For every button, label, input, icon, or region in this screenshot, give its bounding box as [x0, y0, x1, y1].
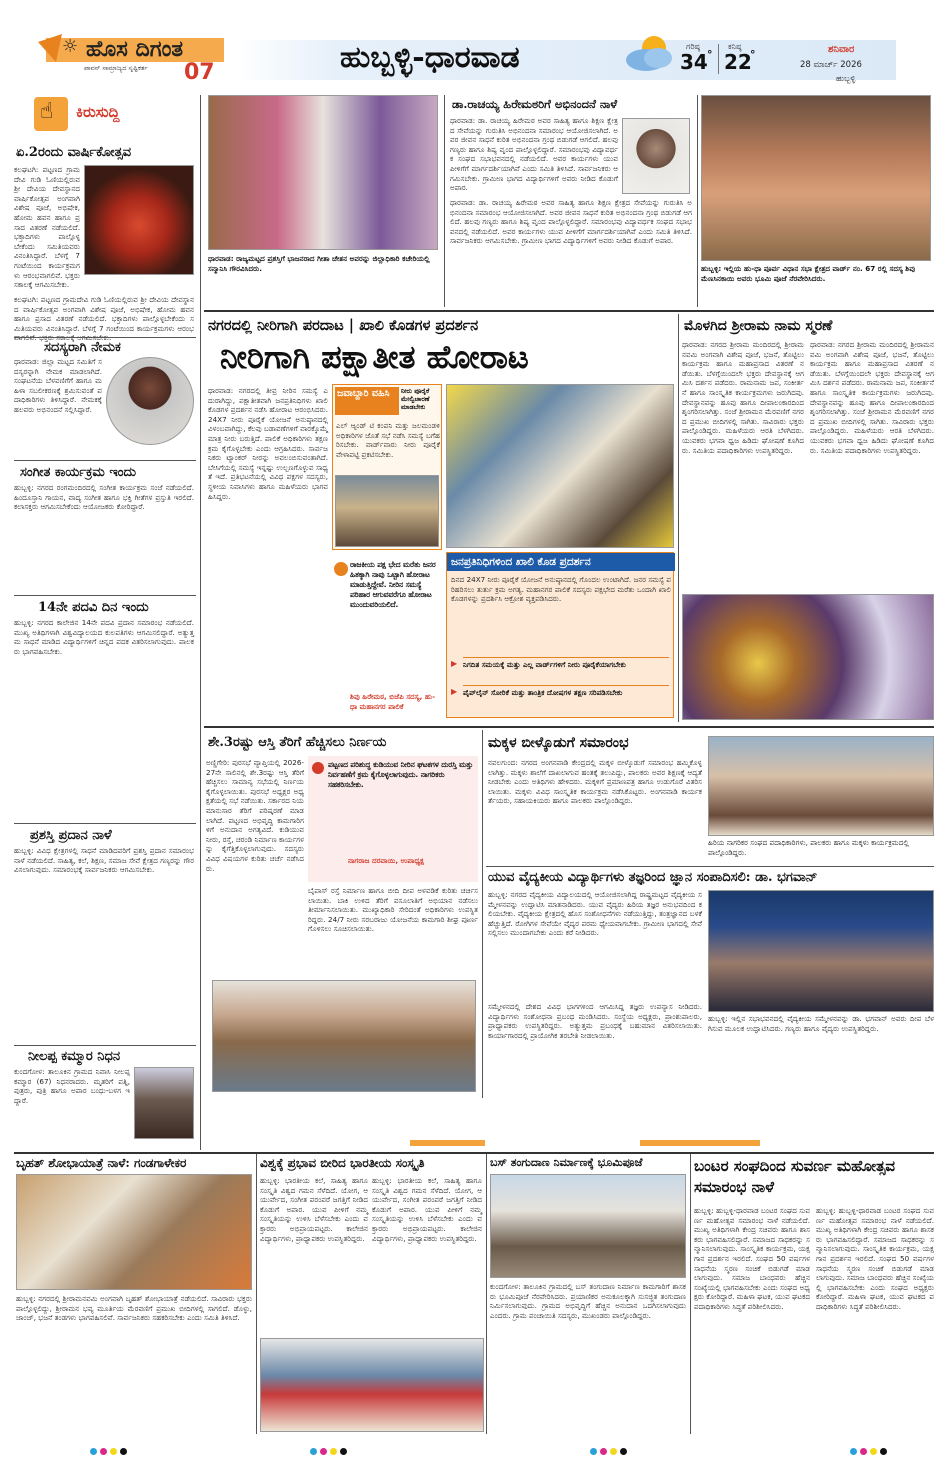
brief-body-3: ಹುಬ್ಬಳ್ಳಿ: ನಗರದ ರಂಗಮಂದಿರದಲ್ಲಿ ಸಂಗೀತ ಕಾರ್ಯಕ್ರಮ ಸಂಜೆ ನಡೆಯಲಿದೆ. ಹಿಂದೂಸ್ತಾನಿ ಗಾಯನ, ವಾದ್ಯ ಸಂಗೀತ ಹಾಗೂ ಭಕ್ತಿ ಗೀತೆಗಳ ಪ್ರಸ್ತುತಿ ಇರಲಿದೆ. ಕಲಾಸಕ್ತರು ಆಗಮಿಸಬೇಕೆಂದು ಆಯೋಜಕರು ಕೋರಿದ್ದಾರೆ.: [14, 483, 194, 512]
bunts-title: ಬಂಟರ ಸಂಘದಿಂದ ಸುವರ್ಣ ಮಹೋತ್ಸವ ಸಮಾರಂಭ ನಾಳೆ: [694, 1157, 896, 1196]
brief-body-2: ಧಾರವಾಡ: ಜಿಲ್ಲಾ ಮಟ್ಟದ ಸಮಿತಿಗೆ ಸದಸ್ಯರನ್ನಾಗಿ ನೇಮಕ ಮಾಡಲಾಗಿದೆ. ಸಂಘಟನೆಯ ಬೆಳವಣಿಗೆಗೆ ಹಾಗೂ ಮಹಿಳಾ ಸಬಲೀಕರಣಕ್ಕೆ ಶ್ರಮಿಸುವಂತೆ ಪದಾಧಿಕಾರಿಗಳು ತಿಳಿಸಿದ್ದಾರೆ. ನೇಮಕಕ್ಕೆ ಹಲವರು ಅಭಿನಂದನೆ ಸಲ್ಲಿಸಿದ್ದಾರೆ.: [14, 357, 102, 414]
ram-body-right: ಧಾರವಾಡ: ನಗರದ ಶ್ರೀರಾಮ ಮಂದಿರದಲ್ಲಿ ಶ್ರೀರಾಮನವಮಿ ಅಂಗವಾಗಿ ವಿಶೇಷ ಪೂಜೆ, ಭಜನೆ, ತೊಟ್ಟಿಲು ಕಾರ್ಯಕ್ರಮ ಹಾಗೂ ಮಹಾಪ್ರಸಾದ ವಿತರಣೆ ನಡೆಯಿತು. ಬೆಳಗ್ಗೆಯಿಂದಲೇ ಭಕ್ತರು ದೇವಸ್ಥಾನಕ್ಕೆ ಆಗಮಿಸಿ ದರ್ಶನ ಪಡೆದರು. ರಾಮನಾಮ ಜಪ, ಸಂಕೀರ್ತನೆ ಹಾಗೂ ಸಾಂಸ್ಕೃತಿಕ ಕಾರ್ಯಕ್ರಮಗಳು ಜರುಗಿದವು. ದೇವಸ್ಥಾನವನ್ನು ಹೂವು ಹಾಗೂ ದೀಪಾಲಂಕಾರದಿಂದ ಶೃಂಗರಿಸಲಾಗಿತ್ತು. ಸಂಜೆ ಶ್ರೀರಾಮನ ಮೆರವಣಿಗೆ ನಗರದ ಪ್ರಮುಖ ಬೀದಿಗಳಲ್ಲಿ ಸಾಗಿತು. ಸಾವಿರಾರು ಭಕ್ತರು ಪಾಲ್ಗೊಂಡಿದ್ದರು. ಮಹಿಳೆಯರು ಆರತಿ ಬೆಳಗಿದರು. ಯುವಕರು ಭಗವಾ ಧ್ವಜ ಹಿಡಿದು ಘೋಷಣೆ ಕೂಗಿದರು. ಸಮಿತಿಯ ಪದಾಧಿಕಾರಿಗಳು ಉಪಸ್ಥಿತರಿದ್ದರು.: [810, 340, 934, 455]
brief-rule-3: [14, 595, 196, 596]
yellow-dot-icon: [610, 1448, 617, 1455]
weather-cloud-icon: [622, 30, 676, 76]
culture-body-2: ಹುಬ್ಬಳ್ಳಿ: ಭಾರತೀಯ ಕಲೆ, ಸಾಹಿತ್ಯ ಹಾಗೂ ಸಂಸ್ಕೃತಿ ವಿಶ್ವದ ಗಮನ ಸೆಳೆದಿದೆ. ಯೋಗ, ಆಯುರ್ವೇದ, ಸಂಗೀತ ಪರಂಪರೆ ಜಗತ್ತಿಗೆ ನೀಡಿದ ಕೊಡುಗೆ ಅಪಾರ. ಯುವ ಪೀಳಿಗೆ ನಮ್ಮ ಸಂಸ್ಕೃತಿಯನ್ನು ಉಳಿಸಿ ಬೆಳೆಸಬೇಕು ಎಂದು ವಕ್ತಾರರು ಅಭಿಪ್ರಾಯಪಟ್ಟರು. ಕಾಲೇಜಿನ ವಿದ್ಯಾರ್ಥಿಗಳು, ಪ್ರಾಧ್ಯಾಪಕರು ಉಪಸ್ಥಿತರಿದ್ದರು.: [372, 1176, 482, 1243]
magenta-dot-icon: [320, 1448, 327, 1455]
water-headline: ನೀರಿಗಾಗಿ ಪಕ್ಷಾತೀತ ಹೋರಾಟ: [220, 338, 529, 376]
council-meeting-photo: [212, 980, 476, 1092]
min-temp-degree: °: [750, 48, 756, 61]
assets-title: ಶೇ.3ರಷ್ಟು ಆಸ್ತಿ ತೆರಿಗೆ ಹೆಚ್ಚಿಸಲು ನಿರ್ಣಯ: [208, 735, 387, 750]
brief-rule-4: [14, 823, 196, 824]
brief-title-4: 14ನೇ ಪದವಿ ದಿನ ಇಂದು: [38, 600, 149, 615]
bottom-divider-3: [690, 1154, 691, 1434]
max-temp: 34: [680, 50, 708, 74]
procession-title: ಬೃಹತ್ ಶೋಭಾಯಾತ್ರೆ ನಾಳೆ: ಗಂಡಗಾಳೇಕರ: [16, 1156, 187, 1170]
assets-quote-box: [308, 756, 478, 882]
brief-body-1: ಕಲಘಟಗಿ: ಪಟ್ಟಣದ ಗ್ರಾಮದೇವಿ ಗುಡಿ ಓಣಿಯಲ್ಲಿರುವ ಶ್ರೀ ದೇವಿಯ ದೇವಸ್ಥಾನದ ವಾರ್ಷಿಕೋತ್ಸವ ಅಂಗವಾಗಿ ವಿಶೇಷ ಪೂಜೆ, ಅಭಿಷೇಕ, ಹೋಮ ಹವನ ಹಾಗೂ ಪ್ರಸಾದ ವಿತರಣೆ ನಡೆಯಲಿದೆ. ಭಕ್ತಾದಿಗಳು ಪಾಲ್ಗೊಳ್ಳಬೇಕೆಂದು ಸಮಿತಿಯವರು ವಿನಂತಿಸಿದ್ದಾರೆ. ಬೆಳಗ್ಗೆ 7 ಗಂಟೆಯಿಂದ ಕಾರ್ಯಕ್ರಮಗಳು ಆರಂಭವಾಗಲಿವೆ. ಭಕ್ತರು ಸಕಾಲಕ್ಕೆ ಆಗಮಿಸಬೇಕು.: [14, 165, 80, 290]
ram-idol-photo: [682, 594, 934, 720]
culture-event-photo: [260, 1338, 484, 1432]
bottom-divider-2: [486, 1154, 487, 1434]
brief-body-6: ಕುಂದಗೋಳ: ತಾಲೂಕಿನ ಗ್ರಾಮದ ನಿವಾಸಿ ನೀಲಪ್ಪ ಕಮ್ಮಾರ (67) ನಿಧನರಾದರು. ಮೃತರಿಗೆ ಪತ್ನಿ, ಪುತ್ರರು, ಪುತ್ರಿ ಹಾಗೂ ಅಪಾರ ಬಂಧು-ಬಳಗ ಇದ್ದಾರೆ.: [14, 1067, 130, 1105]
kirusuddi-title: ಕಿರುಸುದ್ದಿ: [76, 103, 120, 121]
magenta-dot-icon: [600, 1448, 607, 1455]
felicitation-body-b: ಧಾರವಾಡ: ಡಾ. ರಾಚಯ್ಯ ಹಿರೇಮಠ ಅವರ ಸಾಹಿತ್ಯ ಹಾಗೂ ಶಿಕ್ಷಣ ಕ್ಷೇತ್ರದ ಸೇವೆಯನ್ನು ಗುರುತಿಸಿ ಅಭಿನಂದನಾ ಸಮಾರಂಭ ಆಯೋಜಿಸಲಾಗಿದೆ. ಅವರ ಜೀವನ ಸಾಧನೆ ಕುರಿತ ಅಭಿನಂದನಾ ಗ್ರಂಥ ಬಿಡುಗಡೆ ಆಗಲಿದೆ. ಹಲವು ಗಣ್ಯರು ಹಾಗೂ ಶಿಷ್ಯ ವೃಂದ ಪಾಲ್ಗೊಳ್ಳಲಿದ್ದಾರೆ. ಸಮಾರಂಭವು ವಿದ್ಯಾವರ್ಧಕ ಸಂಘದ ಸಭಾಭವನದಲ್ಲಿ ನಡೆಯಲಿದೆ. ಅವರ ಕಾರ್ಯಗಳು ಯುವ ಪೀಳಿಗೆಗೆ ಮಾರ್ಗದರ್ಶಿಯಾಗಿವೆ ಎಂದು ಸಮಿತಿ ತಿಳಿಸಿದೆ. ಸಾರ್ವಜನಿಕರು ಆಗಮಿಸಬೇಕು. ಗ್ರಾಮೀಣ ಭಾಗದ ವಿದ್ಯಾರ್ಥಿಗಳಿಗೆ ಅವರು ನೀಡಿದ ಕೊಡುಗೆ ಅಪಾರ.: [450, 198, 692, 246]
medical-caption: ಹುಬ್ಬಳ್ಳಿ: ಇಲ್ಲಿನ ಸಭಾಭವನದಲ್ಲಿ ವೈದ್ಯಕೀಯ ಸಮ್ಮೇಳನವನ್ನು ಡಾ. ಭಗವಾನ್ ಅವರು ದೀಪ ಬೆಳಗಿಸುವ ಮೂಲಕ ಉದ್ಘಾಟಿಸಿದರು. ಗಣ್ಯರು ಹಾಗೂ ವೈದ್ಯರು ಉಪಸ್ಥಿತರಿದ್ದರು.: [708, 1014, 934, 1033]
registration-marks-center2: [590, 1440, 630, 1459]
brief-body-5: ಹುಬ್ಬಳ್ಳಿ: ವಿವಿಧ ಕ್ಷೇತ್ರಗಳಲ್ಲಿ ಸಾಧನೆ ಮಾಡಿದವರಿಗೆ ಪ್ರಶಸ್ತಿ ಪ್ರದಾನ ಸಮಾರಂಭ ನಾಳೆ ನಡೆಯಲಿದೆ. ಸಾಹಿತ್ಯ, ಕಲೆ, ಶಿಕ್ಷಣ, ಸಮಾಜ ಸೇವೆ ಕ್ಷೇತ್ರದ ಗಣ್ಯರನ್ನು ಗೌರವಿಸಲಾಗುವುದು. ಸಮಾರಂಭಕ್ಕೆ ಸಾರ್ವಜನಿಕರು ಆಗಮಿಸಬೇಕು.: [14, 846, 194, 875]
bus-shelter-photo: [490, 1174, 686, 1278]
ram-title: ಮೊಳಗಿದ ಶ್ರೀರಾಮ ನಾಮ ಸ್ಮರಣೆ: [684, 318, 833, 334]
top-divider-2: [697, 95, 698, 307]
temp-divider: [718, 44, 719, 74]
sidebar-divider: [200, 95, 201, 1150]
assets-quote-byline: ನಾಗರಾಜ ದರವಾಯಿ, ಉಪಾಧ್ಯಕ್ಷ: [348, 856, 424, 865]
logo-tagline: ಪಾವನ್ ಸಾಮ್ರಾಜ್ಯದ ಸೃಷ್ಟಿಕರ್ತ: [84, 64, 148, 72]
yellow-dot-icon: [870, 1448, 877, 1455]
mid-divider-1: [678, 314, 679, 722]
kids-body: ನವಲಗುಂದ: ನಗರದ ಅಂಗನವಾಡಿ ಕೇಂದ್ರದಲ್ಲಿ ಮಕ್ಕಳ ಬೀಳ್ಕೊಡುಗೆ ಸಮಾರಂಭ ಹಮ್ಮಿಕೊಳ್ಳಲಾಗಿತ್ತು. ಮಕ್ಕಳು ಶಾಲೆಗೆ ದಾಖಲಾಗುವ ಹಂತಕ್ಕೆ ತಲುಪಿದ್ದು, ಪಾಲಕರು ಅವರ ಶಿಕ್ಷಣಕ್ಕೆ ಆದ್ಯತೆ ನೀಡಬೇಕು ಎಂದು ಅತಿಥಿಗಳು ಹೇಳಿದರು. ಮಕ್ಕಳಿಗೆ ಪ್ರಮಾಣಪತ್ರ ಹಾಗೂ ಉಡುಗೊರೆ ವಿತರಿಸಲಾಯಿತು. ಮಕ್ಕಳು ವಿವಿಧ ಸಾಂಸ್ಕೃತಿಕ ಕಾರ್ಯಕ್ರಮ ನಡೆಸಿಕೊಟ್ಟರು. ಅಂಗನವಾಡಿ ಕಾರ್ಯಕರ್ತೆಯರು, ಸಹಾಯಕಿಯರು ಹಾಗೂ ಪಾಲಕರು ಪಾಲ್ಗೊಂಡಿದ್ದರು.: [488, 758, 702, 806]
assets-body-2: ಬೈಪಾಸ್ ರಸ್ತೆ ನಿರ್ಮಾಣ ಹಾಗೂ ಬೀದಿ ದೀಪ ಅಳವಡಿಕೆ ಕುರಿತು ಚರ್ಚಿಸಲಾಯಿತು. ಬಾಕಿ ಉಳಿದ ತೆರಿಗೆ ವಸೂಲಾತಿಗೆ ಅಭಿಯಾನ ನಡೆಸಲು ತೀರ್ಮಾನಿಸಲಾಯಿತು. ಮುಖ್ಯಾಧಿಕಾರಿ ಸೇರಿದಂತೆ ಅಧಿಕಾರಿಗಳು ಉಪಸ್ಥಿತರಿದ್ದರು. 24/7 ನೀರು ಸರಬರಾಜು ಯೋಜನೆಯ ಕಾಮಗಾರಿ ಶೀಘ್ರ ಪೂರ್ಣಗೊಳಿಸಲು ಸೂಚಿಸಲಾಯಿತು.: [308, 886, 478, 934]
water-band-title: ಜನಪ್ರತಿನಿಧಿಗಳಿಂದ ಖಾಲಿ ಕೊಡ ಪ್ರದರ್ಶನ: [447, 553, 675, 571]
brief-title-6: ನೀಲಪ್ಪ ಕಮ್ಮಾರ ನಿಧನ: [28, 1049, 121, 1064]
black-dot-icon: [620, 1448, 627, 1455]
responsibility-body: ಎಲ್ ಆ್ಯಂಡ್ ಟಿ ಕಂಪನಿ ಮತ್ತು ಜಲಮಂಡಳಿ ಅಧಿಕಾರಿಗಳ ಜೊತೆ ಸಭೆ ನಡೆಸಿ ಸಮಸ್ಯೆ ಬಗೆಹರಿಸಬೇಕು. ವಾರ್ಡ್‌ವಾರು ನೀರು ಪೂರೈಕೆ ವೇಳಾಪಟ್ಟಿ ಪ್ರಕಟಿಸಬೇಕು.: [336, 421, 440, 459]
brief-title-3: ಸಂಗೀತ ಕಾರ್ಯಕ್ರಮ ಇಂದು: [20, 465, 137, 480]
rachayya-portrait-photo: [622, 118, 690, 194]
min-temp-label: ಕನಿಷ್ಠ: [728, 42, 742, 51]
bullet-arrow-icon-2: ▶: [451, 687, 458, 696]
award-caption: ಧಾರವಾಡ: ರಾಜ್ಯಮಟ್ಟದ ಪ್ರಶಸ್ತಿಗೆ ಭಾಜನರಾದ ಗೀತಾ ಚೇತನ ಅವರನ್ನು ಜಿಲ್ಲಾಧಿಕಾರಿ ಕಚೇರಿಯಲ್ಲಿ ಸನ್ಮಾನಿಸಿ ಗೌರವಿಸಿದರು.: [208, 254, 430, 273]
quote-mark-icon: [334, 562, 348, 576]
bottom-accent-1: [410, 1140, 485, 1146]
day-label: ಶನಿವಾರ: [828, 44, 855, 55]
responsibility-title: ಜವಾಬ್ದಾರಿ ವಹಿಸಿ: [335, 387, 399, 415]
ground-breaking-photo: [701, 95, 931, 261]
water-kicker: ನಗರದಲ್ಲಿ ನೀರಿಗಾಗಿ ಪರದಾಟ | ಖಾಲಿ ಕೊಡಗಳ ಪ್ರದರ್ಶನ: [208, 317, 479, 334]
brief-title-1: ಏ.2ರಂದು ವಾರ್ಷಿಕೋತ್ಸವ: [16, 145, 132, 160]
top-divider-1: [444, 95, 445, 307]
registration-marks-left: [90, 1440, 130, 1459]
logo-text: ಹೊಸ ದಿಗಂತ: [86, 36, 184, 62]
min-temp: 22: [724, 50, 752, 74]
registration-marks-center: [310, 1440, 350, 1459]
top-row-rule: [204, 310, 934, 312]
quote-text: ರಾಜಕೀಯ ಪಕ್ಷ ಭೇದ ಮರೆತು ಜನರ ಹಿತಕ್ಕಾಗಿ ನಾವು ಒಟ್ಟಾಗಿ ಹೋರಾಟ ಮಾಡುತ್ತಿದ್ದೇವೆ. ನೀರಿನ ಸಮಸ್ಯೆ ಪರಿಹಾರ ಆಗುವವರೆಗೂ ಹೋರಾಟ ಮುಂದುವರಿಯಲಿದೆ.: [350, 560, 436, 609]
obituary-photo: [134, 1067, 194, 1139]
protest-small-photo: [335, 475, 439, 547]
award-photo: [208, 95, 438, 250]
culture-title: ವಿಶ್ವಕ್ಕೆ ಪ್ರಭಾವ ಬೀರಿದ ಭಾರತೀಯ ಸಂಸ್ಕೃತಿ: [260, 1156, 425, 1170]
city-label: ಹುಬ್ಬಳ್ಳಿ: [836, 74, 856, 83]
medical-body-1: ಹುಬ್ಬಳ್ಳಿ: ನಗರದ ವೈದ್ಯಕೀಯ ವಿದ್ಯಾಲಯದಲ್ಲಿ ಆಯೋಜಿಸಲಾಗಿದ್ದ ರಾಷ್ಟ್ರಮಟ್ಟದ ವೈದ್ಯಕೀಯ ಸಮ್ಮೇಳನವನ್ನು ಉದ್ಘಾಟಿಸಿ ಮಾತನಾಡಿದರು. ಯುವ ವೈದ್ಯರು ಹಿರಿಯ ತಜ್ಞರ ಅನುಭವದಿಂದ ಕಲಿಯಬೇಕು. ವೈದ್ಯಕೀಯ ಕ್ಷೇತ್ರದಲ್ಲಿ ಹೊಸ ಸಂಶೋಧನೆಗಳು ನಡೆಯುತ್ತಿದ್ದು, ತಂತ್ರಜ್ಞಾನದ ಬಳಕೆ ಹೆಚ್ಚುತ್ತಿದೆ. ರೋಗಿಗಳ ಸೇವೆಯೇ ವೈದ್ಯರ ಪರಮ ಧ್ಯೇಯವಾಗಬೇಕು. ಗ್ರಾಮೀಣ ಭಾಗದಲ್ಲಿ ಸೇವೆ ಸಲ್ಲಿಸಲು ಮುಂದಾಗಬೇಕು ಎಂದು ಕರೆ ನೀಡಿದರು.: [488, 890, 702, 938]
logo-block[interactable]: [36, 30, 232, 86]
water-band-body: ದಿನದ 24X7 ನೀರು ಪೂರೈಕೆ ಯೋಜನೆ ಅನುಷ್ಠಾನದಲ್ಲಿ ಗೊಂದಲ ಉಂಟಾಗಿದೆ. ಜನರ ಸಮಸ್ಯೆ ಪರಿಹರಿಸಲು ತುರ್ತು ಕ್ರಮ ಅಗತ್ಯ. ಮಹಾನಗರ ಪಾಲಿಕೆ ಸದಸ್ಯರು ಪಕ್ಷಭೇದ ಮರೆತು ಒಂದಾಗಿ ಖಾಲಿ ಕೊಡಗಳನ್ನು ಪ್ರದರ್ಶಿಸಿ ಆಕ್ರೋಶ ವ್ಯಕ್ತಪಡಿಸಿದರು.: [451, 575, 672, 604]
brief-title-2: ಸದಸ್ಯರಾಗಿ ನೇಮಕ: [44, 340, 121, 355]
magenta-dot-icon: [860, 1448, 867, 1455]
black-dot-icon: [340, 1448, 347, 1455]
brief-body-1b: ಕಲಘಟಗಿ: ಪಟ್ಟಣದ ಗ್ರಾಮದೇವಿ ಗುಡಿ ಓಣಿಯಲ್ಲಿರುವ ಶ್ರೀ ದೇವಿಯ ದೇವಸ್ಥಾನದ ವಾರ್ಷಿಕೋತ್ಸವ ಅಂಗವಾಗಿ ವಿಶೇಷ ಪೂಜೆ, ಅಭಿಷೇಕ, ಹೋಮ ಹವನ ಹಾಗೂ ಪ್ರಸಾದ ವಿತರಣೆ ನಡೆಯಲಿದೆ. ಭಕ್ತಾದಿಗಳು ಪಾಲ್ಗೊಳ್ಳಬೇಕೆಂದು ಸಮಿತಿಯವರು ವಿನಂತಿಸಿದ್ದಾರೆ. ಬೆಳಗ್ಗೆ 7 ಗಂಟೆಯಿಂದ ಕಾರ್ಯಕ್ರಮಗಳು ಆರಂಭ: [14, 295, 194, 333]
cyan-dot-icon: [90, 1448, 97, 1455]
empty-pots-protest-photo: [446, 384, 674, 548]
kids-title: ಮಕ್ಕಳ ಬೀಳ್ಕೊಡುಗೆ ಸಮಾರಂಭ: [488, 735, 629, 751]
water-band: [446, 552, 674, 718]
kirusuddi-sidebar: [14, 95, 196, 1150]
bottom-divider-1: [256, 1154, 257, 1434]
quote-byline: ಶಿವು ಹಿರೇಮಠ, ಬಿಜೆಪಿ ಸದಸ್ಯ, ಹು-ಧಾ ಮಹಾನಗರ ಪಾಲಿಕೆ: [350, 692, 436, 711]
yellow-dot-icon: [330, 1448, 337, 1455]
bus-shelter-body: ಕುಂದಗೋಳ: ತಾಲೂಕಿನ ಗ್ರಾಮದಲ್ಲಿ ಬಸ್ ತಂಗುದಾಣ ನಿರ್ಮಾಣ ಕಾಮಗಾರಿಗೆ ಶಾಸಕರು ಭೂಮಿಪೂಜೆ ನೆರವೇರಿಸಿದರು. ಪ್ರಯಾಣಿಕರ ಅನುಕೂಲಕ್ಕಾಗಿ ಸುಸಜ್ಜಿತ ತಂಗುದಾಣ ನಿರ್ಮಿಸಲಾಗುವುದು. ಗ್ರಾಮದ ಅಭಿವೃದ್ಧಿಗೆ ಹೆಚ್ಚಿನ ಅನುದಾನ ಒದಗಿಸಲಾಗುವುದು ಎಂದರು. ಗ್ರಾಮ ಪಂಚಾಯಿತಿ ಸದಸ್ಯರು, ಮುಖಂಡರು ಪಾಲ್ಗೊಂಡಿದ್ದರು.: [490, 1282, 686, 1320]
water-body: ಧಾರವಾಡ: ನಗರದಲ್ಲಿ ತೀವ್ರ ನೀರಿನ ಸಮಸ್ಯೆ ಎದುರಾಗಿದ್ದು, ಪಕ್ಷಾತೀತವಾಗಿ ಜನಪ್ರತಿನಿಧಿಗಳು ಖಾಲಿ ಕೊಡಗಳ ಪ್ರದರ್ಶನ ನಡೆಸಿ ಹೋರಾಟ ಆರಂಭಿಸಿದರು. 24X7 ನೀರು ಪೂರೈಕೆ ಯೋಜನೆ ಅನುಷ್ಠಾನದಲ್ಲಿ ವಿಳಂಬವಾಗಿದ್ದು, ಕೆಲವು ಬಡಾವಣೆಗಳಿಗೆ ವಾರಕ್ಕೊಮ್ಮೆ ಮಾತ್ರ ನೀರು ಬರುತ್ತಿದೆ. ಪಾಲಿಕೆ ಅಧಿಕಾರಿಗಳು ತಕ್ಷಣ ಕ್ರಮ ಕೈಗೊಳ್ಳಬೇಕು ಎಂದು ಆಗ್ರಹಿಸಿದರು. ಸಾರ್ವಜನಿಕರು ಟ್ಯಾಂಕರ್ ನೀರನ್ನು ಅವಲಂಬಿಸುವಂತಾಗಿದೆ. ಬೇಸಿಗೆಯಲ್ಲಿ ಸಮಸ್ಯೆ ಇನ್ನಷ್ಟು ಉಲ್ಬಣಗೊಳ್ಳುವ ಸಾಧ್ಯತೆ ಇದೆ. ಪ್ರತಿಭಟನೆಯಲ್ಲಿ ವಿವಿಧ ಪಕ್ಷಗಳ ಸದಸ್ಯರು, ಸ್ಥಳೀಯ ನಿವಾಸಿಗಳು ಹಾಗೂ ಮಹಿಳೆಯರು ಭಾಗವಹಿಸಿದ್ದರು.: [208, 386, 328, 501]
ground-breaking-caption: ಹುಬ್ಬಳ್ಳಿ: ಇಲ್ಲಿಯ ಹು-ಧಾ ಪೂರ್ವ ವಿಧಾನ ಸಭಾ ಕ್ಷೇತ್ರದ ವಾರ್ಡ್ ನಂ. 67 ರಲ್ಲಿ ಸದಸ್ಯ ಶಿವು ಮೆಣಸಿನಕಾಯಿ ಅವರು ಭೂಮಿ ಪೂಜೆ ನೆರವೇರಿಸಿದರು.: [701, 264, 916, 283]
bottom-row-rule: [14, 1152, 934, 1154]
quote-box: [332, 554, 442, 724]
cyan-dot-icon: [590, 1448, 597, 1455]
temple-deity-photo: [84, 165, 194, 275]
water-bullet-1: ನಿಗದಿತ ಸಮಯಕ್ಕೆ ಮತ್ತು ಎಲ್ಲ ವಾರ್ಡ್‌ಗಳಿಗೆ ನೀರು ಪೂರೈಕೆಯಾಗಬೇಕು: [463, 657, 669, 679]
kirusuddi-header: [14, 95, 196, 137]
bottom-accent-2: [640, 1140, 760, 1146]
procession-body: ಹುಬ್ಬಳ್ಳಿ: ನಗರದಲ್ಲಿ ಶ್ರೀರಾಮನವಮಿ ಅಂಗವಾಗಿ ಬೃಹತ್ ಶೋಭಾಯಾತ್ರೆ ನಡೆಯಲಿದೆ. ಸಾವಿರಾರು ಭಕ್ತರು ಪಾಲ್ಗೊಳ್ಳಲಿದ್ದು, ಶ್ರೀರಾಮನ ಭವ್ಯ ಮೂರ್ತಿಯ ಮೆರವಣಿಗೆ ಪ್ರಮುಖ ಬೀದಿಗಳಲ್ಲಿ ಸಾಗಲಿದೆ. ಡೊಳ್ಳು, ಜಾಂಜ್, ಭಜನೆ ತಂಡಗಳು ಭಾಗವಹಿಸಲಿವೆ. ಸಾರ್ವಜನಿಕರು ಸಹಕರಿಸಬೇಕು ಎಂದು ಸಮಿತಿ ತಿಳಿಸಿದೆ.: [16, 1294, 252, 1323]
bullet-arrow-icon-1: ▶: [451, 659, 458, 668]
max-temp-degree: °: [707, 48, 713, 61]
medical-lamp-photo: [708, 890, 934, 1012]
felicitation-title: ಡಾ.ರಾಚಯ್ಯ ಹಿರೇಮಠರಿಗೆ ಅಭಿನಂದನೆ ನಾಳೆ: [452, 97, 618, 111]
edition-title: ಹುಬ್ಬಳ್ಳಿ-ಧಾರವಾಡ: [340, 40, 520, 75]
brief-rule-5: [14, 1045, 196, 1046]
assets-body-1: ಅಣ್ಣಿಗೇರಿ: ಪುರಸಭೆ ವ್ಯಾಪ್ತಿಯಲ್ಲಿ 2026-27ನೇ ಸಾಲಿನಲ್ಲಿ ಶೇ.3ರಷ್ಟು ಆಸ್ತಿ ತೆರಿಗೆ ಹೆಚ್ಚಿಸಲು ಸಾಮಾನ್ಯ ಸಭೆಯಲ್ಲಿ ನಿರ್ಣಯ ಕೈಗೊಳ್ಳಲಾಯಿತು. ಪುರಸಭೆ ಅಧ್ಯಕ್ಷರ ಅಧ್ಯಕ್ಷತೆಯಲ್ಲಿ ಸಭೆ ನಡೆಯಿತು. ಸರ್ಕಾರದ ನಿಯಮಾನುಸಾರ ತೆರಿಗೆ ಪರಿಷ್ಕರಣೆ ಮಾಡಲಾಗಿದೆ. ಪಟ್ಟಣದ ಅಭಿವೃದ್ಧಿ ಕಾಮಗಾರಿಗಳಿಗೆ ಅನುದಾನ ಅಗತ್ಯವಿದೆ. ಕುಡಿಯುವ ನೀರು, ರಸ್ತೆ, ಚರಂಡಿ ನಿರ್ಮಾಣ ಕಾರ್ಯಗಳನ್ನು ಕೈಗೆತ್ತಿಕೊಳ್ಳಲಾಗುವುದು. ಸದಸ್ಯರು ವಿವಿಧ ವಿಷಯಗಳ ಕುರಿತು ಚರ್ಚೆ ನಡೆಸಿದರು.: [206, 758, 304, 873]
brief-title-5: ಪ್ರಶಸ್ತಿ ಪ್ರದಾನ ನಾಳೆ: [30, 828, 112, 843]
medical-body-2: ಸಮ್ಮೇಳನದಲ್ಲಿ ದೇಶದ ವಿವಿಧ ಭಾಗಗಳಿಂದ ಆಗಮಿಸಿದ್ದ ತಜ್ಞರು ಉಪನ್ಯಾಸ ನೀಡಿದರು. ವಿದ್ಯಾರ್ಥಿಗಳು ಸಂಶೋಧನಾ ಪ್ರಬಂಧ ಮಂಡಿಸಿದರು. ಸಂಸ್ಥೆಯ ಅಧ್ಯಕ್ಷರು, ಪ್ರಾಂಶುಪಾಲರು, ಪ್ರಾಧ್ಯಾಪಕರು ಉಪಸ್ಥಿತರಿದ್ದರು. ಅತ್ಯುತ್ತಮ ಪ್ರಬಂಧಕ್ಕೆ ಬಹುಮಾನ ವಿತರಿಸಲಾಯಿತು. ಕಾರ್ಯಾಗಾರದಲ್ಲಿ ಪ್ರಾಯೋಗಿಕ ತರಬೇತಿ ನೀಡಲಾಯಿತು.: [488, 1002, 702, 1040]
yellow-dot-icon: [110, 1448, 117, 1455]
responsibility-box: [332, 384, 442, 550]
black-dot-icon: [120, 1448, 127, 1455]
mid-divider-2: [482, 730, 483, 1098]
medical-title: ಯುವ ವೈದ್ಯಕೀಯ ವಿದ್ಯಾರ್ಥಿಗಳು ತಜ್ಞರಿಂದ ಜ್ಞಾನ ಸಂಪಾದಿಸಲಿ: ಡಾ. ಭಗವಾನ್: [488, 870, 818, 885]
max-temp-label: ಗರಿಷ್ಠ: [686, 42, 700, 51]
logo-flame-icon: ☼: [62, 36, 79, 57]
cyan-dot-icon: [310, 1448, 317, 1455]
assets-quote-icon: [312, 762, 324, 774]
page-number: 07: [184, 60, 215, 85]
kids-function-photo: [708, 736, 934, 836]
registration-marks-right: [850, 1440, 890, 1459]
responsibility-subtitle: ನೀರು ಪೂರೈಕೆ ಮೇಲ್ವಿಚಾರಣೆ ಮಾಡಬೇಕು: [401, 387, 430, 411]
bunts-body-1: ಹುಬ್ಬಳ್ಳಿ: ಹುಬ್ಬಳ್ಳಿ-ಧಾರವಾಡ ಬಂಟರ ಸಂಘದ ಸುವರ್ಣ ಮಹೋತ್ಸವ ಸಮಾರಂಭ ನಾಳೆ ನಡೆಯಲಿದೆ. ಮುಖ್ಯ ಅತಿಥಿಗಳಾಗಿ ಕೇಂದ್ರ ಸಚಿವರು ಹಾಗೂ ಶಾಸಕರು ಭಾಗವಹಿಸಲಿದ್ದಾರೆ. ಸಮಾಜದ ಸಾಧಕರನ್ನು ಸನ್ಮಾನಿಸಲಾಗುವುದು. ಸಾಂಸ್ಕೃತಿಕ ಕಾರ್ಯಕ್ರಮ, ಯಕ್ಷಗಾನ ಪ್ರದರ್ಶನ ಇರಲಿದೆ. ಸಂಘದ 50 ವರ್ಷಗಳ ಸಾಧನೆಯ ಸ್ಮರಣ ಸಂಚಿಕೆ ಬಿಡುಗಡೆ ಮಾಡಲಾಗುವುದು. ಸಮಾಜ ಬಾಂಧವರು ಹೆಚ್ಚಿನ ಸಂಖ್ಯೆಯಲ್ಲಿ ಭಾಗವಹಿಸಬೇಕು ಎಂದು ಸಂಘದ ಅಧ್ಯಕ್ಷರು ಕೋರಿದ್ದಾರೆ. ಮಹಿಳಾ ಘಟಕ, ಯುವ ಘಟಕದ ಪದಾಧಿಕಾರಿಗಳು ಸಿದ್ಧತೆ ಪರಿಶೀಲಿಸಿದರು.: [694, 1206, 810, 1311]
felicitation-body: ಧಾರವಾಡ: ಡಾ. ರಾಚಯ್ಯ ಹಿರೇಮಠ ಅವರ ಸಾಹಿತ್ಯ ಹಾಗೂ ಶಿಕ್ಷಣ ಕ್ಷೇತ್ರದ ಸೇವೆಯನ್ನು ಗುರುತಿಸಿ ಅಭಿನಂದನಾ ಸಮಾರಂಭ ಆಯೋಜಿಸಲಾಗಿದೆ. ಅವರ ಜೀವನ ಸಾಧನೆ ಕುರಿತ ಅಭಿನಂದನಾ ಗ್ರಂಥ ಬಿಡುಗಡೆ ಆಗಲಿದೆ. ಹಲವು ಗಣ್ಯರು ಹಾಗೂ ಶಿಷ್ಯ ವೃಂದ ಪಾಲ್ಗೊಳ್ಳಲಿದ್ದಾರೆ. ಸಮಾರಂಭವು ವಿದ್ಯಾವರ್ಧಕ ಸಂಘದ ಸಭಾಭವನದಲ್ಲಿ ನಡೆಯಲಿದೆ. ಅವರ ಕಾರ್ಯಗಳು ಯುವ ಪೀಳಿಗೆಗೆ ಮಾರ್ಗದರ್ಶಿಯಾಗಿವೆ ಎಂದು ಸಮಿತಿ ತಿಳಿಸಿದೆ. ಸಾರ್ವಜನಿಕರು ಆಗಮಿಸಬೇಕು. ಗ್ರಾಮೀಣ ಭಾಗದ ವಿದ್ಯಾರ್ಥಿಗಳಿಗೆ ಅವರು ನೀಡಿದ ಕೊಡುಗೆ ಅಪಾರ.: [450, 116, 618, 193]
assets-quote-text: ಪಟ್ಟಣದ ಪರಿಶುದ್ಧ ಕುಡಿಯುವ ನೀರಿನ ಘಟಕಗಳ ದುರಸ್ತಿ ಮತ್ತು ನಿರ್ವಹಣೆಗೆ ಕ್ರಮ ಕೈಗೊಳ್ಳಲಾಗುವುದು. ನಾಗರಿಕರು ಸಹಕರಿಸಬೇಕು.: [328, 760, 473, 789]
brief-body-4: ಹುಬ್ಬಳ್ಳಿ: ನಗರದ ಕಾಲೇಜಿನ 14ನೇ ಪದವಿ ಪ್ರದಾನ ಸಮಾರಂಭ ನಡೆಯಲಿದೆ. ಮುಖ್ಯ ಅತಿಥಿಗಳಾಗಿ ವಿಶ್ವವಿದ್ಯಾಲಯದ ಕುಲಪತಿಗಳು ಆಗಮಿಸಲಿದ್ದಾರೆ. ಅತ್ಯುತ್ತಮ ಸಾಧನೆ ಮಾಡಿದ ವಿದ್ಯಾರ್ಥಿಗಳಿಗೆ ಚಿನ್ನದ ಪದಕ ವಿತರಿಸಲಾಗುವುದು. ಪಾಲಕರು ಭಾಗವಹಿಸಬೇಕು.: [14, 618, 194, 656]
black-dot-icon: [880, 1448, 887, 1455]
hand-point-icon: ☝: [40, 99, 54, 124]
masthead: [0, 0, 945, 92]
bus-shelter-title: ಬಸ್ ತಂಗುದಾಣ ನಿರ್ಮಾಣಕ್ಕೆ ಭೂಮಿಪೂಜೆ: [490, 1156, 643, 1169]
edition-bar: [236, 40, 896, 80]
water-bullet-2: ಪೈಪ್‌ಲೈನ್ ಸೋರಿಕೆ ಮತ್ತು ತಾಂತ್ರಿಕ ದೋಷಗಳ ತಕ್ಷಣ ಸರಿಪಡಿಸಬೇಕು: [463, 685, 669, 709]
member-portrait-photo: [106, 357, 194, 445]
mid-row-rule: [204, 726, 934, 728]
date-label: 28 ಮಾರ್ಚ್ 2026: [800, 60, 862, 70]
ram-body-left: ಧಾರವಾಡ: ನಗರದ ಶ್ರೀರಾಮ ಮಂದಿರದಲ್ಲಿ ಶ್ರೀರಾಮನವಮಿ ಅಂಗವಾಗಿ ವಿಶೇಷ ಪೂಜೆ, ಭಜನೆ, ತೊಟ್ಟಿಲು ಕಾರ್ಯಕ್ರಮ ಹಾಗೂ ಮಹಾಪ್ರಸಾದ ವಿತರಣೆ ನಡೆಯಿತು. ಬೆಳಗ್ಗೆಯಿಂದಲೇ ಭಕ್ತರು ದೇವಸ್ಥಾನಕ್ಕೆ ಆಗಮಿಸಿ ದರ್ಶನ ಪಡೆದರು. ರಾಮನಾಮ ಜಪ, ಸಂಕೀರ್ತನೆ ಹಾಗೂ ಸಾಂಸ್ಕೃತಿಕ ಕಾರ್ಯಕ್ರಮಗಳು ಜರುಗಿದವು. ದೇವಸ್ಥಾನವನ್ನು ಹೂವು ಹಾಗೂ ದೀಪಾಲಂಕಾರದಿಂದ ಶೃಂಗರಿಸಲಾಗಿತ್ತು. ಸಂಜೆ ಶ್ರೀರಾಮನ ಮೆರವಣಿಗೆ ನಗರದ ಪ್ರಮುಖ ಬೀದಿಗಳಲ್ಲಿ ಸಾಗಿತು. ಸಾವಿರಾರು ಭಕ್ತರು ಪಾಲ್ಗೊಂಡಿದ್ದರು. ಮಹಿಳೆಯರು ಆರತಿ ಬೆಳಗಿದರು. ಯುವಕರು ಭಗವಾ ಧ್ವಜ ಹಿಡಿದು ಘೋಷಣೆ ಕೂಗಿದರು. ಸಮಿತಿಯ ಪದಾಧಿಕಾರಿಗಳು ಉಪಸ್ಥಿತರಿದ್ದರು.: [682, 340, 804, 455]
kids-caption: ಹಿರಿಯ ನಾಗರಿಕರ ಸಂಘದ ಪದಾಧಿಕಾರಿಗಳು, ಪಾಲಕರು ಹಾಗೂ ಮಕ್ಕಳು ಕಾರ್ಯಕ್ರಮದಲ್ಲಿ ಪಾಲ್ಗೊಂಡಿದ್ದರು.: [708, 838, 909, 857]
kids-rule: [486, 866, 934, 867]
brief-rule-1: [14, 337, 196, 338]
procession-idol-photo: [16, 1174, 252, 1290]
culture-body-1: ಹುಬ್ಬಳ್ಳಿ: ಭಾರತೀಯ ಕಲೆ, ಸಾಹಿತ್ಯ ಹಾಗೂ ಸಂಸ್ಕೃತಿ ವಿಶ್ವದ ಗಮನ ಸೆಳೆದಿದೆ. ಯೋಗ, ಆಯುರ್ವೇದ, ಸಂಗೀತ ಪರಂಪರೆ ಜಗತ್ತಿಗೆ ನೀಡಿದ ಕೊಡುಗೆ ಅಪಾರ. ಯುವ ಪೀಳಿಗೆ ನಮ್ಮ ಸಂಸ್ಕೃತಿಯನ್ನು ಉಳಿಸಿ ಬೆಳೆಸಬೇಕು ಎಂದು ವಕ್ತಾರರು ಅಭಿಪ್ರಾಯಪಟ್ಟರು. ಕಾಲೇಜಿನ ವಿದ್ಯಾರ್ಥಿಗಳು, ಪ್ರಾಧ್ಯಾಪಕರು ಉಪಸ್ಥಿತರಿದ್ದರು.: [260, 1176, 368, 1243]
cyan-dot-icon: [850, 1448, 857, 1455]
brief-rule-2: [14, 460, 196, 461]
bunts-body-2: ಹುಬ್ಬಳ್ಳಿ: ಹುಬ್ಬಳ್ಳಿ-ಧಾರವಾಡ ಬಂಟರ ಸಂಘದ ಸುವರ್ಣ ಮಹೋತ್ಸವ ಸಮಾರಂಭ ನಾಳೆ ನಡೆಯಲಿದೆ. ಮುಖ್ಯ ಅತಿಥಿಗಳಾಗಿ ಕೇಂದ್ರ ಸಚಿವರು ಹಾಗೂ ಶಾಸಕರು ಭಾಗವಹಿಸಲಿದ್ದಾರೆ. ಸಮಾಜದ ಸಾಧಕರನ್ನು ಸನ್ಮಾನಿಸಲಾಗುವುದು. ಸಾಂಸ್ಕೃತಿಕ ಕಾರ್ಯಕ್ರಮ, ಯಕ್ಷಗಾನ ಪ್ರದರ್ಶನ ಇರಲಿದೆ. ಸಂಘದ 50 ವರ್ಷಗಳ ಸಾಧನೆಯ ಸ್ಮರಣ ಸಂಚಿಕೆ ಬಿಡುಗಡೆ ಮಾಡಲಾಗುವುದು. ಸಮಾಜ ಬಾಂಧವರು ಹೆಚ್ಚಿನ ಸಂಖ್ಯೆಯಲ್ಲಿ ಭಾಗವಹಿಸಬೇಕು ಎಂದು ಸಂಘದ ಅಧ್ಯಕ್ಷರು ಕೋರಿದ್ದಾರೆ. ಮಹಿಳಾ ಘಟಕ, ಯುವ ಘಟಕದ ಪದಾಧಿಕಾರಿಗಳು ಸಿದ್ಧತೆ ಪರಿಶೀಲಿಸಿದರು.: [816, 1206, 934, 1311]
magenta-dot-icon: [100, 1448, 107, 1455]
